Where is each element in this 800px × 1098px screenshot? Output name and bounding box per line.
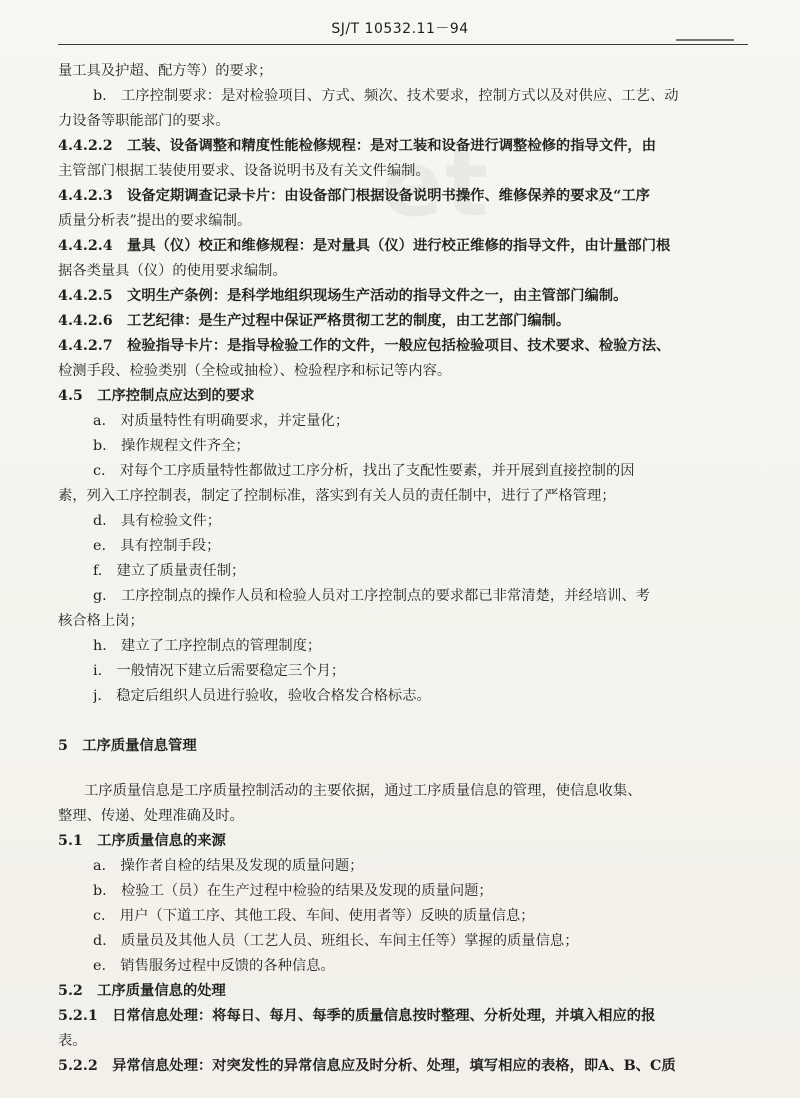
list-item: d. 具有检验文件；	[93, 513, 222, 529]
text-line: 主管部门根据工装使用要求、设备说明书及有关文件编制。	[58, 163, 430, 179]
section-heading: 4.5 工序控制点应达到的要求	[58, 388, 255, 404]
text-line: 检测手段、检验类别（全检或抽检）、检验程序和标记等内容。	[58, 363, 452, 379]
section-heading: 5.1 工序质量信息的来源	[58, 833, 226, 849]
text-line: 表。	[58, 1033, 87, 1049]
list-item: c. 对每个工序质量特性都做过工序分析，找出了支配性要素，并开展到直接控制的因	[93, 463, 635, 479]
section-line: 4.4.2.6 工艺纪律：是生产过程中保证严格贯彻工艺的制度，由工艺部门编制。	[58, 313, 571, 329]
section-line: 4.4.2.7 检验指导卡片：是指导检验工作的文件，一般应包括检验项目、技术要求、检验方法、	[58, 338, 671, 354]
section-heading: 5 工序质量信息管理	[58, 738, 197, 754]
text-line: 素，列入工序控制表，制定了控制标准，落实到有关人员的责任制中，进行了严格管理；	[58, 488, 616, 504]
list-item: i. 一般情况下建立后需要稳定三个月；	[93, 663, 346, 679]
paragraph-line: 工序质量信息是工序质量控制活动的主要依据，通过工序质量信息的管理，使信息收集、	[84, 783, 642, 799]
section-line: 5.2.1 日常信息处理：将每日、每月、每季的质量信息按时整理、分析处理，并填入相应的报	[58, 1008, 656, 1024]
watermark-text: et	[382, 132, 491, 237]
list-item: d. 质量员及其他人员（工艺人员、班组长、车间主任等）掌握的质量信息；	[93, 933, 579, 949]
list-item: f. 建立了质量责任制；	[93, 563, 246, 579]
list-item: e. 具有控制手段；	[93, 538, 221, 554]
list-item: a. 对质量特性有明确要求，并定量化；	[93, 413, 350, 429]
text-line: b. 工序控制要求：是对检验项目、方式、频次、技术要求，控制方式以及对供应、工艺、动	[93, 88, 679, 104]
text-line: 核合格上岗；	[58, 613, 144, 629]
header-divider	[58, 44, 748, 45]
text-line: 据各类量具（仪）的使用要求编制。	[58, 263, 287, 279]
section-line: 4.4.2.2 工装、设备调整和精度性能检修规程：是对工装和设备进行调整检修的指导文件，由	[58, 138, 657, 154]
header-mark	[676, 39, 734, 41]
list-item: j. 稳定后组织人员进行验收，验收合格发合格标志。	[93, 688, 431, 704]
list-item: g. 工序控制点的操作人员和检验人员对工序控制点的要求都已非常清楚，并经培训、考	[93, 588, 650, 604]
list-item: e. 销售服务过程中反馈的各种信息。	[93, 958, 335, 974]
list-item: c. 用户（下道工序、其他工段、车间、使用者等）反映的质量信息；	[93, 908, 535, 924]
text-line: 力设备等职能部门的要求。	[58, 113, 230, 129]
list-item: h. 建立了工序控制点的管理制度；	[93, 638, 322, 654]
section-line: 4.4.2.5 文明生产条例：是科学地组织现场生产活动的指导文件之一，由主管部门编制。	[58, 288, 628, 304]
section-heading: 5.2 工序质量信息的处理	[58, 983, 226, 999]
list-item: b. 操作规程文件齐全；	[93, 438, 250, 454]
text-line: 质量分析表”提出的要求编制。	[58, 213, 252, 229]
list-item: a. 操作者自检的结果及发现的质量问题；	[93, 858, 364, 874]
section-line: 5.2.2 异常信息处理：对突发性的异常信息应及时分析、处理，填写相应的表格，即A、B、C质	[58, 1058, 676, 1074]
page-header: SJ/T 10532.11－94	[331, 21, 469, 37]
list-item: b. 检验工（员）在生产过程中检验的结果及发现的质量问题；	[93, 883, 493, 899]
section-line: 4.4.2.3 设备定期调查记录卡片：由设备部门根据设备说明书操作、维修保养的要求及“工序	[58, 188, 650, 204]
text-line: 整理、传递、处理准确及时。	[58, 808, 244, 824]
text-line: 量工具及护超、配方等）的要求；	[58, 63, 273, 79]
section-line: 4.4.2.4 量具（仪）校正和维修规程：是对量具（仪）进行校正维修的指导文件，由计量部门根	[58, 238, 671, 254]
